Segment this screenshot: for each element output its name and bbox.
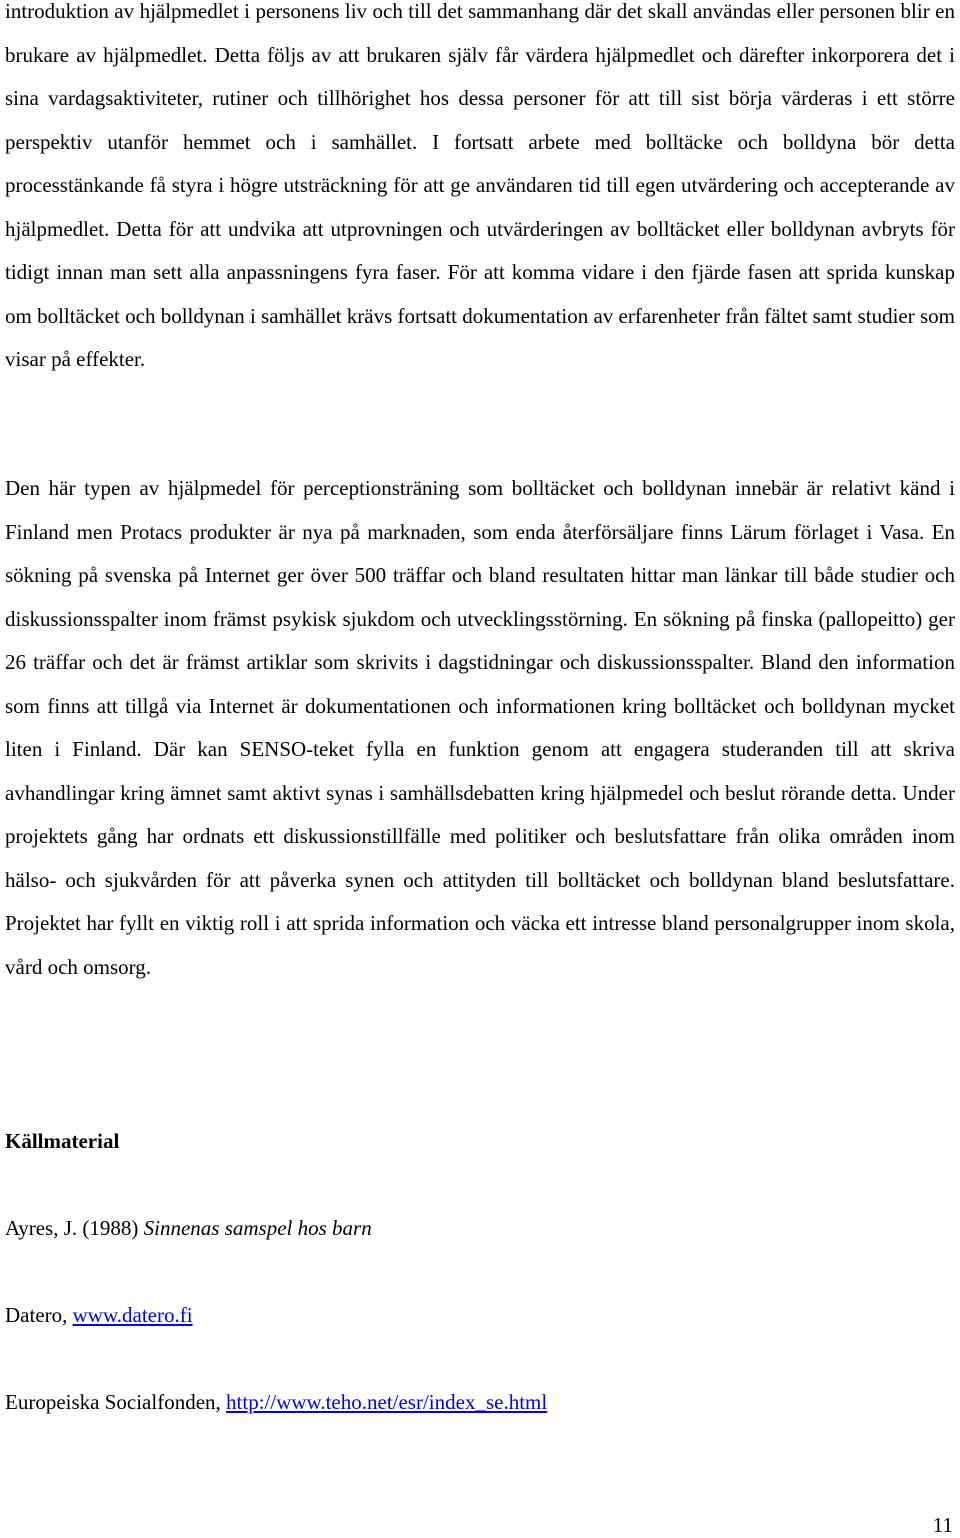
body-paragraph-1: introduktion av hjälpmedlet i personens liv och till det sammanhang där det skall användas eller personen blir en brukare av hjälpmedlet. Detta följs av att brukaren själv får värdera hjälpmedlet och därefter inkorporera det i sina vardagsaktiviteter, rutiner och tillhörighet hos dessa personer för att till sist börja värderas i ett större perspektiv utanför hemmet och i samhället. I fortsatt arbete med bolltäcke och bolldyna bör detta processtänkande få styra i högre utsträckning för att ge användaren tid till egen utvärdering och accepterande av hjälpmedlet. Detta för att undvika att utprovningen och utvärderingen av bolltäcket eller bolldynan avbryts för tidigt innan man sett alla anpassningens fyra faser. För att komma vidare i den fjärde fasen att sprida kunskap om bolltäcket och bolldynan i samhället krävs fortsatt dokumentation av erfarenheter från fältet samt studier som visar på effekter. bbox=[5, 0, 955, 371]
reference-author: Ayres, J. (1988) bbox=[5, 1216, 144, 1240]
reference-link-datero[interactable]: www.datero.fi bbox=[72, 1303, 193, 1327]
reference-title: Sinnenas samspel hos barn bbox=[143, 1216, 372, 1240]
document-page bbox=[5, 0, 955, 1537]
reference-link-esf[interactable]: http://www.teho.net/esr/index_se.html bbox=[226, 1390, 548, 1414]
reference-item-datero bbox=[5, 1300, 193, 1330]
reference-author: Datero, bbox=[5, 1303, 73, 1327]
reference-item-ayres bbox=[5, 1213, 372, 1243]
body-paragraph-2: Den här typen av hjälpmedel för perceptionsträning som bolltäcket och bolldynan innebär är relativt känd i Finland men Protacs produkter är nya på marknaden, som enda återförsäljare finns Lärum förlaget i Vasa. En sökning på svenska på Internet ger över 500 träffar och bland resultaten hittar man länkar till både studier och diskussionsspalter inom främst psykisk sjukdom och utvecklingsstörning. En sökning på finska (pallopeitto) ger 26 träffar och det är främst artiklar som skrivits i dagstidningar och diskussionsspalter. Bland den information som finns att tillgå via Internet är dokumentationen och informationen kring bolltäcket och bolldynan mycket liten i Finland. Där kan SENSO-teket fylla en funktion genom att engagera studeranden till att skriva avhandlingar kring ämnet samt aktivt synas i samhällsdebatten kring hjälpmedel och beslut rörande detta. Under projektets gång har ordnats ett diskussionstillfälle med politiker och beslutsfattare från olika områden inom hälso- och sjukvården för att påverka synen och attityden till bolltäcket och bolldynan bland beslutsfattare. Projektet har fyllt en viktig roll i att sprida information och väcka ett intresse bland personalgrupper inom skola, vård och omsorg. bbox=[5, 476, 955, 979]
reference-item-esf bbox=[5, 1387, 547, 1417]
reference-author: Europeiska Socialfonden, bbox=[5, 1390, 227, 1414]
page-number: 11 bbox=[932, 1513, 953, 1537]
section-heading-sources: Källmaterial bbox=[5, 1129, 120, 1153]
